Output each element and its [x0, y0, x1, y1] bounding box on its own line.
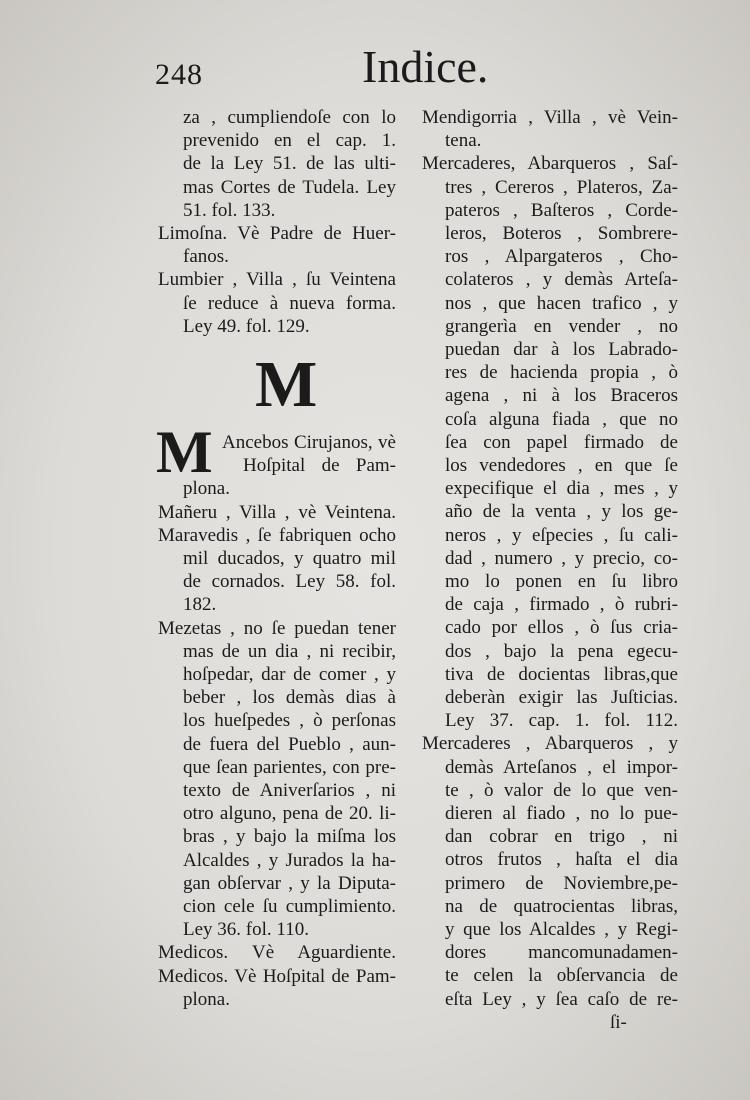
- left-index-line: mil ducados, y quatro mil: [183, 548, 396, 569]
- left-index-line: texto de Aniverſarios , ni: [183, 780, 396, 801]
- left-index-line: Ancebos Cirujanos, vè: [222, 432, 396, 453]
- right-index-line: puedan dar à los Labrado-: [445, 339, 678, 360]
- left-index-line: Hoſpital de Pam-: [243, 455, 396, 477]
- left-index-line: ſe reduce à nueva forma.: [183, 292, 396, 314]
- right-index-line: año de la venta , y los ge-: [445, 501, 678, 523]
- left-index-line: plona.: [183, 988, 230, 1010]
- left-index-line: otro alguno, pena de 20. li-: [183, 803, 396, 825]
- right-index-line: tena.: [445, 130, 482, 152]
- page-number: 248: [155, 58, 203, 91]
- left-index-line: Ley 49. fol. 129.: [183, 315, 310, 337]
- left-index-line: Limoſna. Vè Padre de Huer-: [158, 223, 396, 244]
- right-index-line: te , ò valor de lo que ven-: [445, 779, 678, 801]
- right-index-line: eſta Ley , y ſea caſo de re-: [445, 988, 678, 1010]
- right-index-line: te celen la obſervancia de: [445, 965, 678, 987]
- left-index-line: de fuera del Pueblo , aun-: [183, 733, 396, 755]
- right-index-line: res de hacienda propia , ò: [445, 362, 678, 384]
- right-index-line: dos , bajo la pena egecu-: [445, 640, 678, 662]
- right-index-line: coſa alguna fiada , que no: [445, 408, 678, 430]
- right-index-line: primero de Noviembre,pe-: [445, 872, 678, 894]
- right-index-line: y que los Alcaldes , y Regi-: [445, 919, 678, 940]
- section-letter: M: [255, 348, 318, 421]
- left-index-line: cion cele ſu cumplimiento.: [183, 896, 396, 917]
- left-index-line: que ſean parientes, con pre-: [183, 756, 396, 778]
- right-index-line: cado por ellos , ò ſus cria-: [445, 617, 678, 639]
- left-index-line: hoſpedar, dar de comer , y: [183, 664, 396, 685]
- catchword: ſi-: [610, 1011, 627, 1033]
- left-index-line: Alcaldes , y Jurados la ha-: [183, 849, 396, 871]
- left-index-line: Maravedis , ſe fabriquen ocho: [158, 524, 396, 546]
- right-index-line: expecifique el dia , mes , y: [445, 478, 678, 500]
- left-index-line: Lumbier , Villa , ſu Veintena: [158, 269, 396, 291]
- right-index-line: tres , Cereros , Plateros, Za-: [445, 176, 678, 198]
- right-index-line: na de quatrocientas libras,: [445, 895, 678, 917]
- right-index-line: ſea con papel firmado de: [445, 431, 678, 453]
- left-index-line: Medicos. Vè Hoſpital de Pam-: [158, 965, 396, 987]
- left-index-line: 182.: [183, 594, 217, 616]
- left-index-line: 51. fol. 133.: [183, 199, 276, 221]
- right-index-line: Ley 37. cap. 1. fol. 112.: [445, 710, 678, 732]
- right-index-line: dad , numero , y precio, co-: [445, 547, 678, 569]
- left-index-line: los hueſpedes , ò perſonas: [183, 710, 396, 732]
- right-index-line: mo lo ponen en ſu libro: [445, 571, 678, 592]
- left-index-line: Mañeru , Villa , vè Veintena.: [158, 501, 396, 523]
- left-index-line: gan obſervar , y la Diputa-: [183, 872, 396, 894]
- left-index-line: beber , los demàs dias à: [183, 687, 396, 709]
- drop-cap: M: [156, 419, 213, 485]
- left-index-line: bras , y bajo la miſma los: [183, 826, 396, 848]
- right-index-line: leros, Boteros , Sombrere-: [445, 223, 678, 244]
- right-index-line: tiva de docientas libras,que: [445, 663, 678, 685]
- right-index-line: neros , y eſpecies , ſu cali-: [445, 524, 678, 546]
- left-index-line: Ley 36. fol. 110.: [183, 919, 309, 941]
- right-index-line: Mendigorria , Villa , vè Vein-: [422, 107, 678, 128]
- right-index-line: dieren al fiado , no lo pue-: [445, 803, 678, 824]
- left-index-line: Medicos. Vè Aguardiente.: [158, 942, 396, 964]
- right-index-line: dores mancomunadamen-: [445, 942, 678, 964]
- left-index-line: za , cumpliendoſe con lo: [183, 107, 396, 128]
- left-index-line: de cornados. Ley 58. fol.: [183, 571, 396, 593]
- right-index-line: pateros , Baſteros , Corde-: [445, 199, 678, 221]
- left-index-line: prevenido en el cap. 1.: [183, 130, 396, 152]
- right-index-line: de caja , firmado , ò rubri-: [445, 594, 678, 616]
- left-index-line: Mezetas , no ſe puedan tener: [158, 617, 396, 639]
- right-index-line: Mercaderes , Abarqueros , y: [422, 733, 678, 755]
- running-title: Indice.: [362, 41, 489, 92]
- right-index-line: grangerìa en vender , no: [445, 315, 678, 337]
- left-index-line: plona.: [183, 478, 230, 500]
- right-index-line: deberàn exigir las Juſticias.: [445, 687, 678, 708]
- left-index-line: de la Ley 51. de las ulti-: [183, 153, 396, 175]
- right-index-line: ros , Alpargateros , Cho-: [445, 246, 678, 268]
- right-index-line: nos , que hacen trafico , y: [445, 292, 678, 314]
- right-index-line: demàs Arteſanos , el impor-: [445, 756, 678, 778]
- right-index-line: los vendedores , en que ſe: [445, 455, 678, 476]
- left-index-line: fanos.: [183, 246, 229, 268]
- right-index-line: otros frutos , haſta el dia: [445, 849, 678, 871]
- right-index-line: colateros , y demàs Arteſa-: [445, 269, 678, 291]
- right-index-line: agena , ni à los Braceros: [445, 385, 678, 407]
- right-index-line: dan cobrar en trigo , ni: [445, 826, 678, 848]
- right-index-line: Mercaderes, Abarqueros , Saſ-: [422, 153, 678, 175]
- left-index-line: mas Cortes de Tudela. Ley: [183, 176, 396, 198]
- left-index-line: mas de un dia , ni recibir,: [183, 640, 396, 662]
